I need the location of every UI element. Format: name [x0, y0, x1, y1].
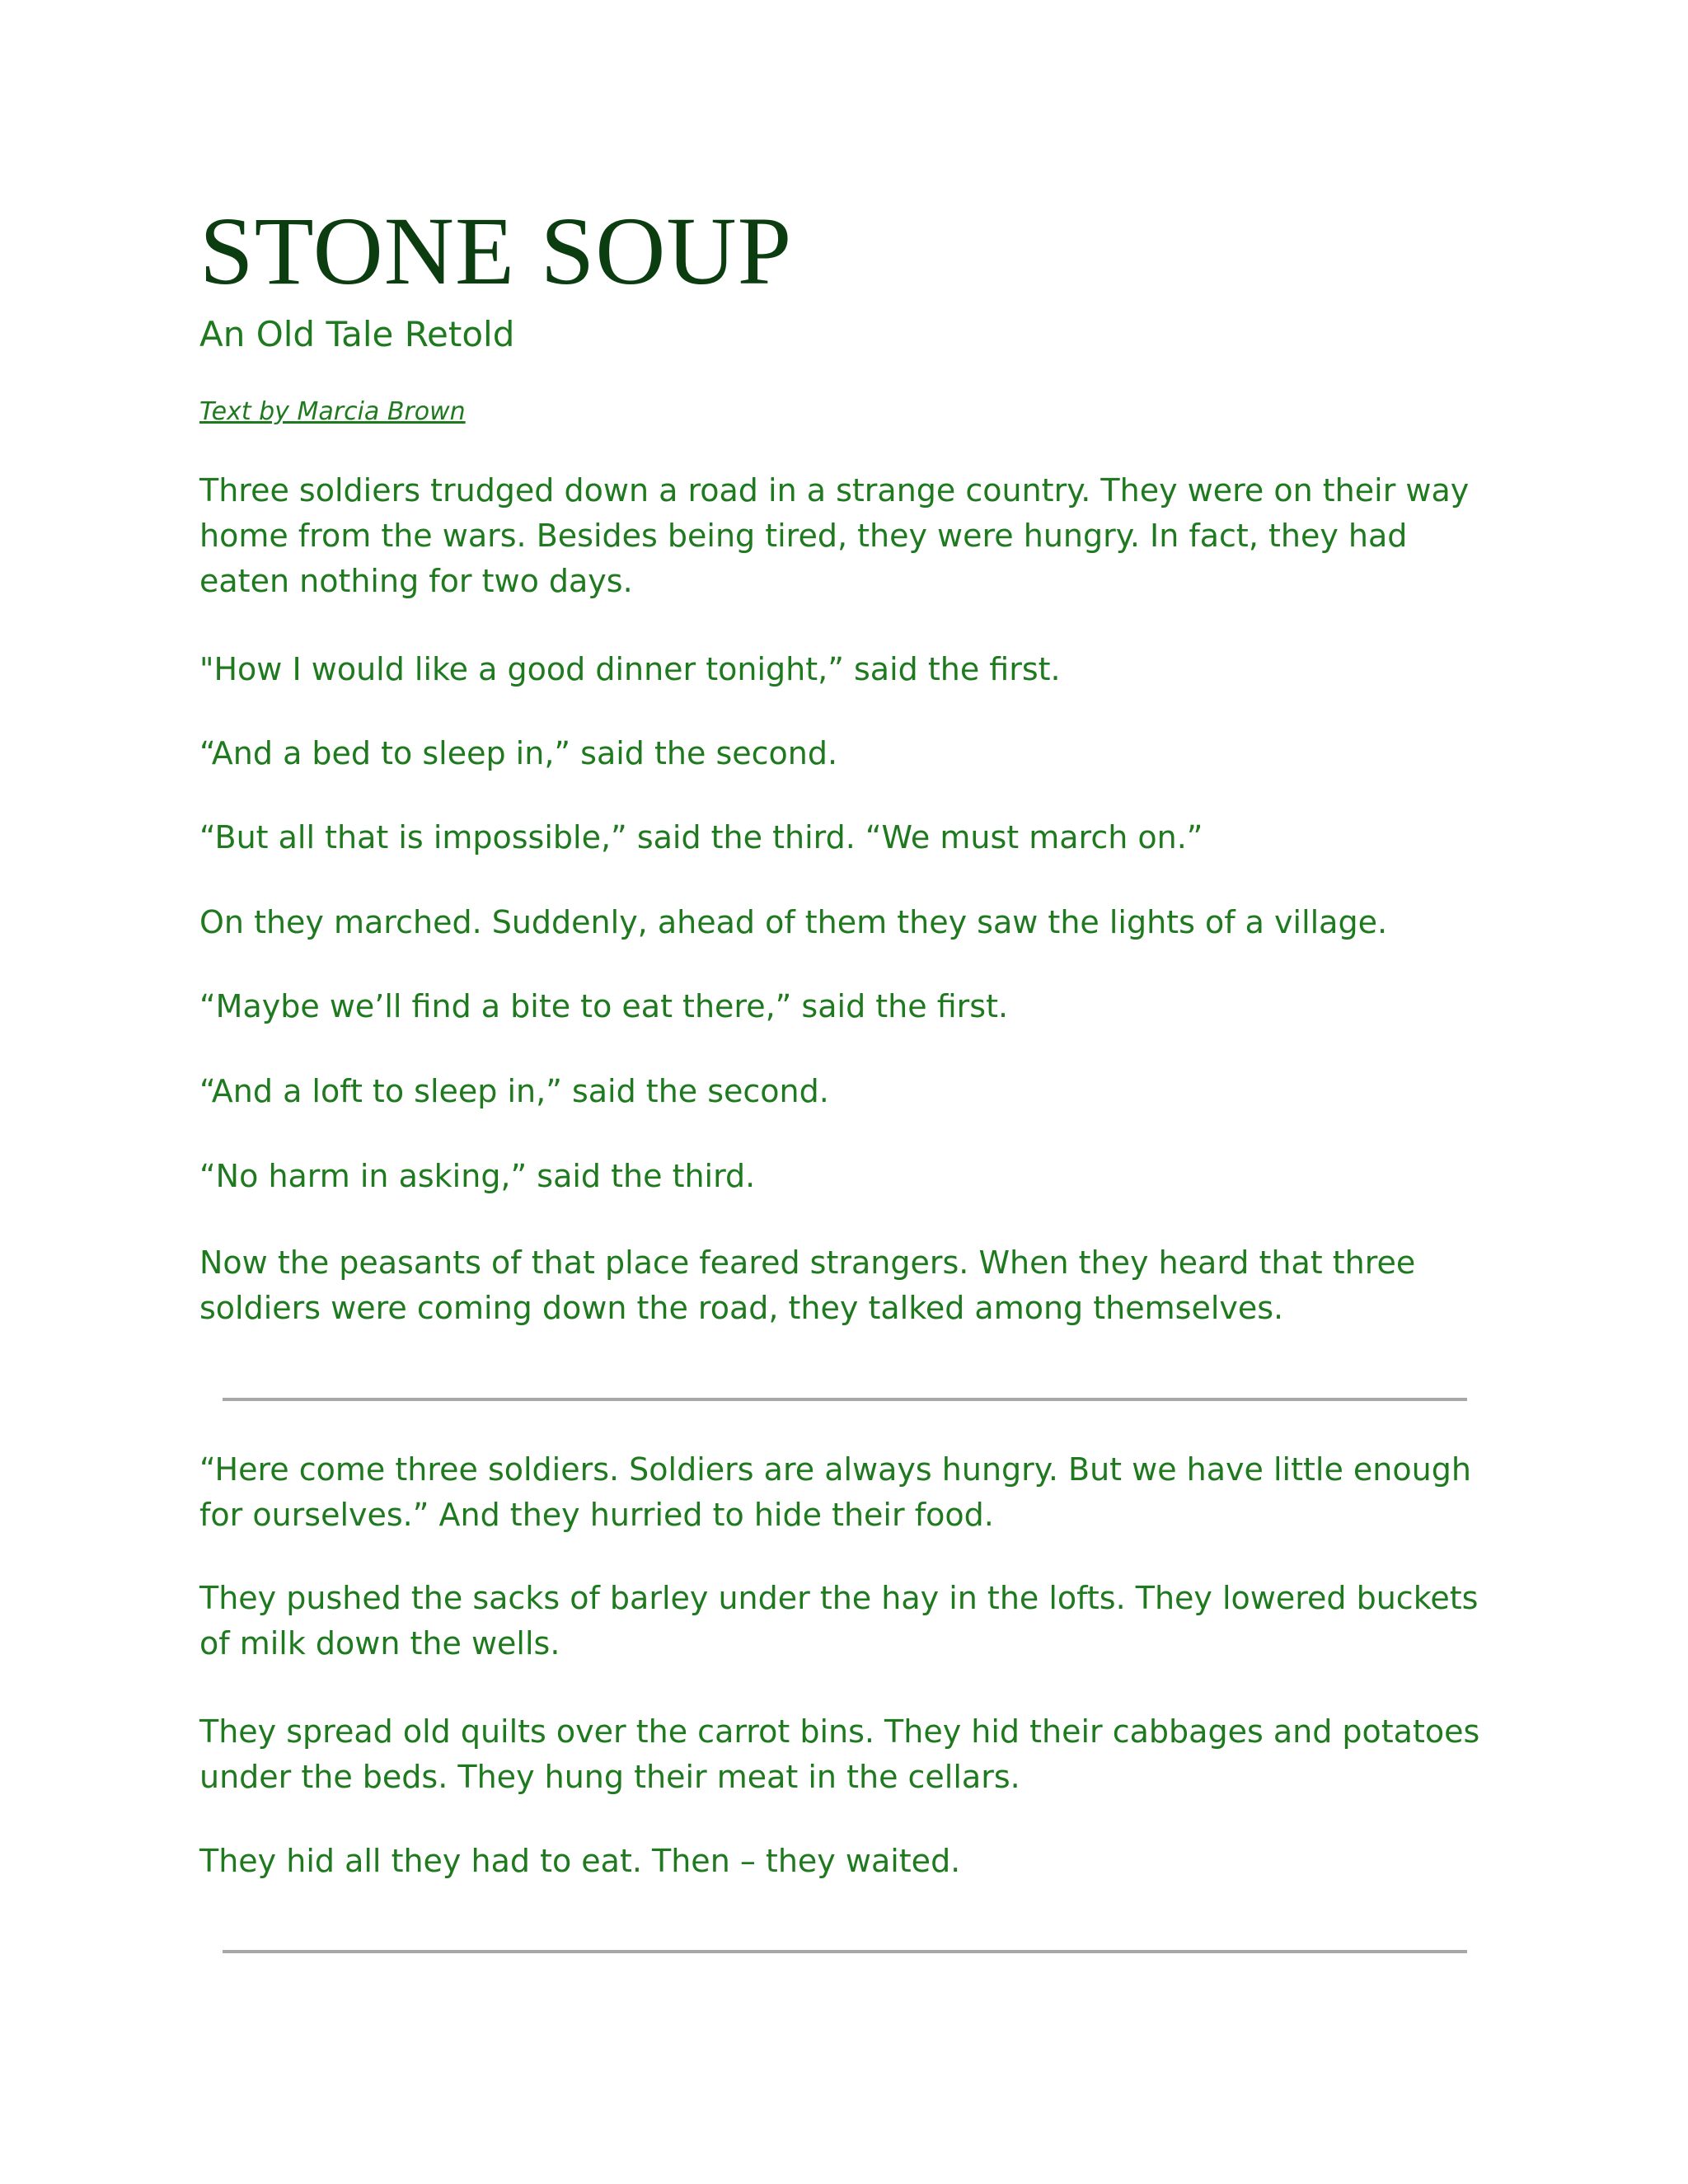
story-paragraph: On they marched. Suddenly, ahead of them they saw the lights of a village.: [199, 904, 1388, 940]
story-paragraph: “And a bed to sleep in,” said the second.: [199, 735, 838, 771]
story-paragraph: They pushed the sacks of barley under the hay in the lofts. They lowered buckets of milk down the wells.: [199, 1580, 1479, 1661]
story-paragraph: “But all that is impossible,” said the third. “We must march on.”: [199, 819, 1203, 855]
story-paragraph: They hid all they had to eat. Then – they waited.: [199, 1843, 961, 1879]
story-paragraph: “No harm in asking,” said the third.: [199, 1158, 756, 1194]
story-paragraph: “Maybe we’ll find a bite to eat there,” said the first.: [199, 988, 1009, 1024]
section-divider: [223, 1398, 1467, 1401]
story-paragraph: Now the peasants of that place feared strangers. When they heard that three soldiers were coming down the road, they talked among themselves.: [199, 1244, 1416, 1326]
section-divider: [223, 1950, 1467, 1953]
story-paragraph: “Here come three soldiers. Soldiers are always hungry. But we have little enough for ourselves.” And they hurried to hide their food.: [199, 1451, 1471, 1533]
author-credit-link[interactable]: Text by Marcia Brown: [199, 397, 466, 426]
page-subtitle: An Old Tale Retold: [199, 314, 515, 354]
story-paragraph: “And a loft to sleep in,” said the second.: [199, 1073, 829, 1109]
page-title: STONE SOUP: [199, 197, 793, 305]
story-paragraph: "How I would like a good dinner tonight,” said the first.: [199, 651, 1061, 687]
story-paragraph: They spread old quilts over the carrot bins. They hid their cabbages and potatoes under the beds. They hung their meat in the cellars.: [199, 1713, 1480, 1795]
story-paragraph: Three soldiers trudged down a road in a strange country. They were on their way home from the wars. Besides being tired, they were hungry. In fact, they had eaten nothing for two days.: [199, 472, 1470, 599]
